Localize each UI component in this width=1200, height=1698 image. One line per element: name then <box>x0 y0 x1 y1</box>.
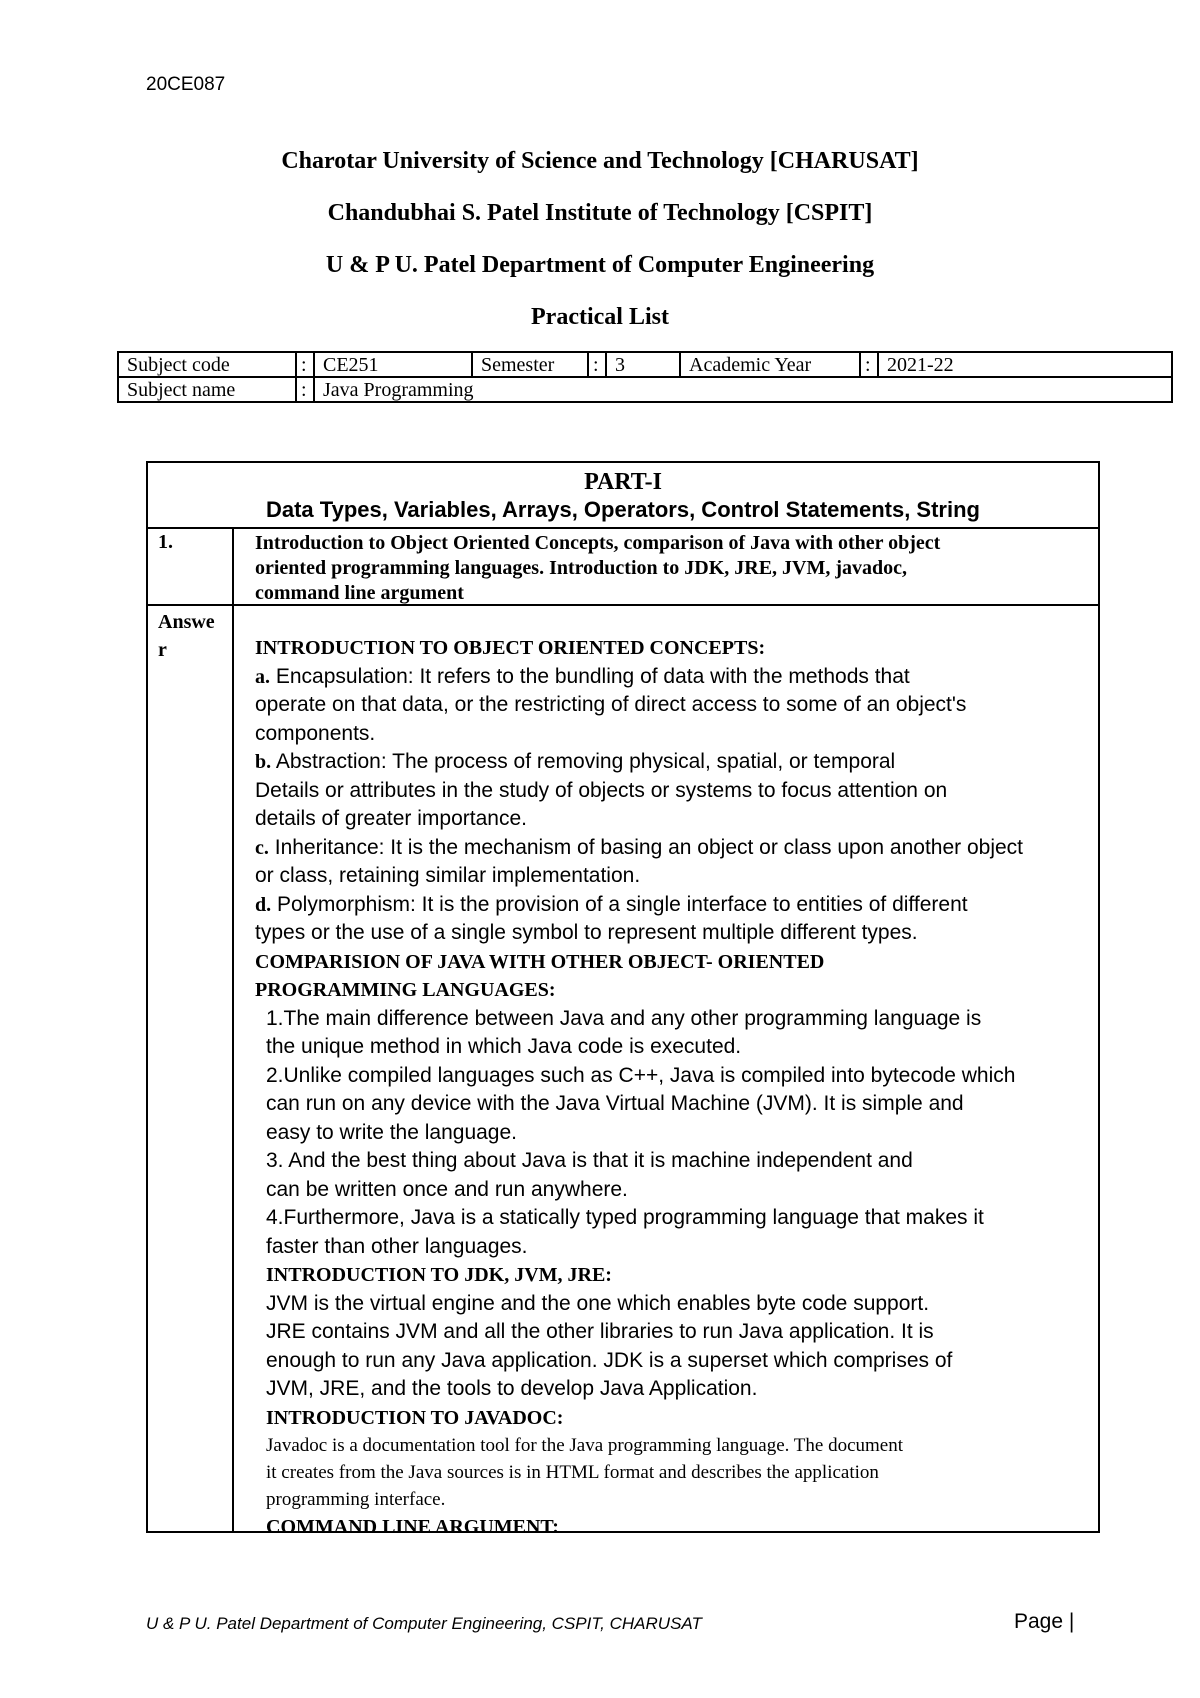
javadoc-heading: INTRODUCTION TO JAVADOC: <box>266 1406 564 1429</box>
comparison-line: easy to write the language. <box>266 1120 517 1144</box>
table-row <box>118 377 1172 402</box>
item-prefix: d. <box>255 893 272 916</box>
concept-text: Polymorphism: It is the provision of a single interface to entities of different <box>276 892 968 916</box>
answer-row <box>148 606 1098 1538</box>
question-line: oriented programming languages. Introduction to JDK, JRE, JVM, javadoc, <box>255 557 908 579</box>
institute-title: Chandubhai S. Patel Institute of Technology [CSPIT] <box>327 200 873 226</box>
subject-name-label: Subject name <box>118 377 296 402</box>
question-line: Introduction to Object Oriented Concepts, comparison of Java with other object <box>255 532 941 554</box>
part-subtitle: Data Types, Variables, Arrays, Operators, Control Statements, String <box>265 497 980 522</box>
page-headings <box>0 146 1200 354</box>
concept-d <box>255 891 1088 920</box>
oop-heading: INTRODUCTION TO OBJECT ORIENTED CONCEPTS: <box>255 637 766 659</box>
concept-text: Abstraction: The process of removing physical, spatial, or temporal <box>275 750 896 773</box>
concept-c <box>255 834 1088 863</box>
department-title: U & P U. Patel Department of Computer Engineering <box>325 252 875 278</box>
answer-body <box>234 606 1098 1538</box>
subject-info-table <box>117 351 1173 403</box>
semester-value: 3 <box>606 352 680 377</box>
semester-label: Semester <box>472 352 588 377</box>
question-number: 1. <box>148 529 234 604</box>
jdk-line: JRE contains JVM and all the other libraries to run Java application. It is <box>266 1320 934 1343</box>
comparison-line: can run on any device with the Java Virtual Machine (JVM). It is simple and <box>266 1092 964 1115</box>
question-text <box>234 529 950 604</box>
university-title: Charotar University of Science and Technology [CHARUSAT] <box>281 148 919 174</box>
jdk-heading: INTRODUCTION TO JDK, JVM, JRE: <box>266 1264 612 1286</box>
concept-line: details of greater importance. <box>255 807 527 830</box>
item-prefix: b. <box>255 751 272 773</box>
comparison-line: 1.The main difference between Java and any other programming language is <box>266 1006 982 1030</box>
concept-text: Inheritance: It is the mechanism of basing an object or class upon another object <box>274 835 1024 859</box>
document-id: 20CE087 <box>146 74 226 95</box>
colon: : <box>588 352 606 377</box>
footer-department: U & P U. Patel Department of Computer Engineering, CSPIT, CHARUSAT <box>146 1614 702 1633</box>
concept-line: components. <box>255 721 376 745</box>
footer-page-label: Page | <box>1014 1610 1075 1633</box>
javadoc-line: Javadoc is a documentation tool for the Java programming language. The document <box>266 1435 904 1456</box>
colon: : <box>296 352 314 377</box>
jdk-line: JVM is the virtual engine and the one which enables byte code support. <box>266 1291 930 1315</box>
item-prefix: c. <box>255 836 269 859</box>
concept-line: operate on that data, or the restricting of direct access to some of an object's <box>255 693 967 716</box>
command-line-heading: COMMAND LINE ARGUMENT: <box>266 1516 559 1538</box>
concept-line: types or the use of a single symbol to represent multiple different types. <box>255 921 918 944</box>
subject-code-value: CE251 <box>314 352 472 377</box>
answer-label <box>148 606 234 1531</box>
comparison-line: the unique method in which Java code is executed. <box>266 1035 742 1058</box>
question-line: command line argument <box>255 582 464 604</box>
answer-label-line: Answe <box>158 611 215 633</box>
comparison-line: 2.Unlike compiled languages such as C++, Java is compiled into bytecode which <box>266 1063 1016 1087</box>
subject-code-label: Subject code <box>118 352 296 377</box>
practical-table <box>146 461 1100 1538</box>
answer-label-line: r <box>158 639 167 661</box>
question-row <box>148 529 1098 606</box>
academic-year-label: Academic Year <box>680 352 860 377</box>
comparison-heading: PROGRAMMING LANGUAGES: <box>255 979 556 1001</box>
javadoc-line: programming interface. <box>266 1489 446 1510</box>
comparison-line: can be written once and run anywhere. <box>266 1177 628 1201</box>
colon: : <box>860 352 878 377</box>
comparison-line: faster than other languages. <box>266 1234 528 1258</box>
item-prefix: a. <box>255 665 270 688</box>
table-row <box>118 352 1172 377</box>
jdk-line: JVM, JRE, and the tools to develop Java Application. <box>266 1377 758 1400</box>
jdk-line: enough to run any Java application. JDK is a superset which comprises of <box>266 1348 953 1372</box>
comparison-line: 3. And the best thing about Java is that it is machine independent and <box>266 1149 913 1172</box>
part-title: PART-I <box>584 469 662 495</box>
academic-year-value: 2021-22 <box>878 352 1172 377</box>
subject-name-value: Java Programming <box>314 377 1172 402</box>
javadoc-line: it creates from the Java sources is in HTML format and describes the application <box>266 1462 879 1483</box>
colon: : <box>296 377 314 402</box>
concept-a <box>255 663 1088 692</box>
concept-b <box>255 748 1088 777</box>
concept-line: or class, retaining similar implementation. <box>255 864 641 887</box>
part-header <box>148 463 1098 529</box>
concept-text: Encapsulation: It refers to the bundling of data with the methods that <box>275 664 910 688</box>
comparison-line: 4.Furthermore, Java is a statically typed programming language that makes it <box>266 1206 984 1229</box>
concept-line: Details or attributes in the study of objects or systems to focus attention on <box>255 778 948 802</box>
document-title: Practical List <box>531 304 669 330</box>
comparison-heading: COMPARISION OF JAVA WITH OTHER OBJECT- ORIENTED <box>255 950 825 973</box>
